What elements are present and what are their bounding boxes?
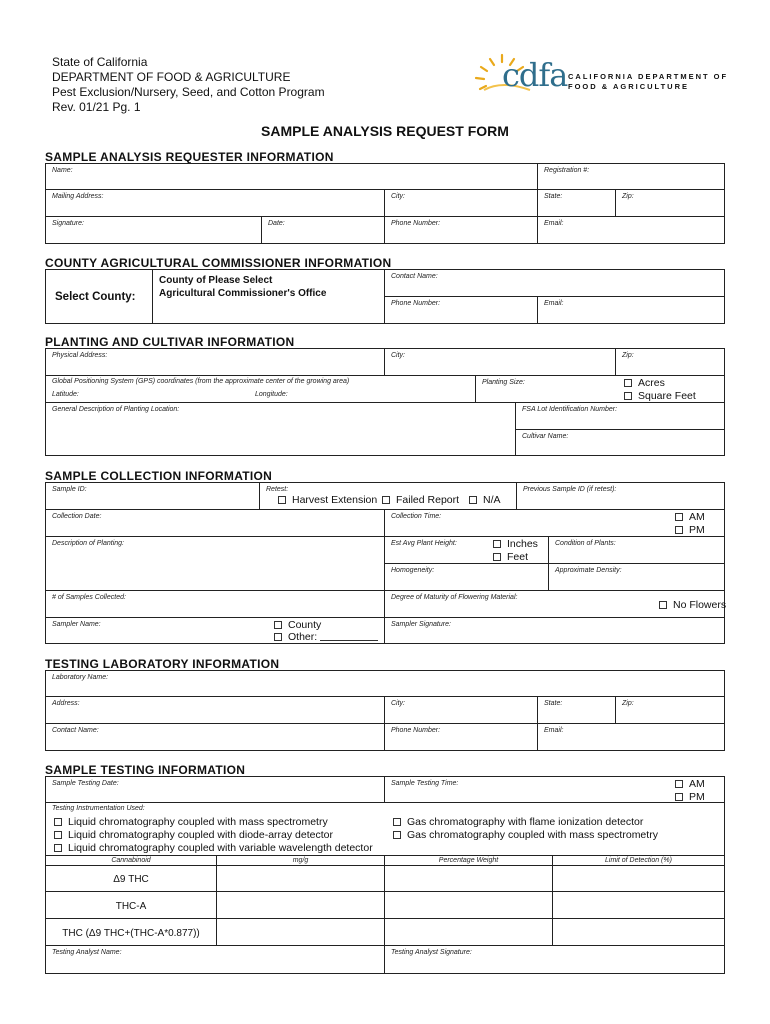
registration-field[interactable] — [537, 163, 725, 190]
field-label: General Description of Planting Location: — [52, 406, 180, 413]
header-line-3: Pest Exclusion/Nursery, Seed, and Cotton Program — [52, 85, 325, 99]
previous-sample-id-field[interactable] — [516, 482, 725, 510]
total-thc-mg-field[interactable] — [216, 918, 385, 946]
option-label: Gas chromatography with flame ionization detector — [407, 816, 644, 828]
agency-header — [52, 55, 325, 115]
field-label: City: — [391, 193, 405, 200]
requester-name-field[interactable] — [45, 163, 538, 190]
field-label: Sampler Signature: — [391, 621, 451, 628]
lab-name-field[interactable] — [45, 670, 725, 697]
county-phone-field[interactable] — [384, 296, 538, 324]
checkbox-box[interactable] — [675, 780, 683, 788]
testing-heading: SAMPLE TESTING INFORMATION — [45, 763, 246, 777]
option-label: AM — [689, 511, 705, 523]
gc-fid-checkbox[interactable] — [393, 816, 643, 828]
option-label: Liquid chromatography coupled with variable wavelength detector — [68, 842, 373, 854]
homogeneity-field[interactable] — [384, 563, 549, 591]
sample-id-field[interactable] — [45, 482, 260, 510]
row-d9thc-label — [45, 865, 217, 892]
county-heading: COUNTY AGRICULTURAL COMMISSIONER INFORMATION — [45, 256, 392, 270]
collection-am-checkbox[interactable] — [675, 511, 705, 523]
field-label: Est Avg Plant Height: — [391, 540, 457, 547]
county-office-line-1: County of Please Select — [159, 275, 273, 286]
checkbox-box[interactable] — [493, 553, 501, 561]
county-dropdown[interactable] — [152, 269, 385, 324]
collection-section — [45, 482, 725, 644]
requester-heading: SAMPLE ANALYSIS REQUESTER INFORMATION — [45, 150, 334, 164]
cdfa-logo — [472, 50, 729, 100]
planting-size-field[interactable] — [475, 375, 725, 403]
gc-ms-checkbox[interactable] — [393, 829, 658, 841]
lab-address-field[interactable] — [45, 696, 385, 724]
field-label: Phone Number: — [391, 727, 441, 734]
checkbox-box[interactable] — [274, 633, 282, 641]
field-label: Collection Date: — [52, 513, 102, 520]
field-label: Previous Sample ID (if retest): — [523, 486, 617, 493]
field-label: Global Positioning System (GPS) coordinates (from the approximate center of the growing area) — [52, 378, 350, 385]
field-label: Date: — [268, 220, 285, 227]
requester-email-field[interactable] — [537, 216, 725, 244]
field-label: Degree of Maturity of Flowering Material: — [391, 594, 518, 601]
lab-city-field[interactable] — [384, 696, 538, 724]
field-label: Sample Testing Time: — [391, 780, 459, 787]
requester-date-field[interactable] — [261, 216, 385, 244]
plant-condition-field[interactable] — [548, 536, 725, 564]
testing-time-field[interactable] — [384, 776, 725, 803]
field-label: Email: — [544, 727, 564, 734]
cannabinoid-name: Δ9 THC — [113, 874, 149, 885]
total-thc-lod-field[interactable] — [552, 918, 725, 946]
option-label: Inches — [507, 538, 538, 550]
sampler-other-checkbox[interactable] — [274, 631, 378, 643]
field-label: Testing Instrumentation Used: — [52, 805, 145, 812]
field-label: Sampler Name: — [52, 621, 101, 628]
field-label: Contact Name: — [391, 273, 438, 280]
option-label: Gas chromatography coupled with mass spectrometry — [407, 829, 658, 841]
requester-signature-field[interactable] — [45, 216, 262, 244]
row-thca-label — [45, 891, 217, 919]
field-label: FSA Lot Identification Number: — [522, 406, 618, 413]
checkbox-box[interactable] — [469, 496, 477, 504]
field-label: Zip: — [622, 352, 634, 359]
checkbox-box[interactable] — [659, 601, 667, 609]
inches-checkbox[interactable] — [493, 538, 538, 550]
field-label: Homogeneity: — [391, 567, 435, 574]
lab-zip-field[interactable] — [615, 696, 725, 724]
d9thc-lod-field[interactable] — [552, 865, 725, 892]
mailing-address-field[interactable] — [45, 189, 385, 217]
row-total-thc-label — [45, 918, 217, 946]
na-checkbox[interactable] — [469, 494, 501, 506]
planting-heading: PLANTING AND CULTIVAR INFORMATION — [45, 335, 295, 349]
d9thc-pct-field[interactable] — [384, 865, 553, 892]
location-description-field[interactable] — [45, 402, 516, 456]
requester-section — [45, 163, 725, 244]
latitude-label: Latitude: — [52, 391, 79, 398]
checkbox-box[interactable] — [274, 621, 282, 629]
checkbox-box[interactable] — [675, 513, 683, 521]
thca-mg-field[interactable] — [216, 891, 385, 919]
option-label: No Flowers — [673, 599, 727, 611]
option-label: Failed Report — [396, 494, 460, 506]
logo-caption: CALIFORNIA DEPARTMENT OF FOOD & AGRICULTURE — [568, 72, 729, 91]
option-label: County — [288, 619, 322, 631]
lab-email-field[interactable] — [537, 723, 725, 751]
lc-dad-checkbox[interactable] — [54, 829, 333, 841]
field-label: Limit of Detection (%) — [605, 857, 672, 864]
planting-city-field[interactable] — [384, 348, 616, 376]
checkbox-box[interactable] — [624, 392, 632, 400]
option-label: AM — [689, 778, 705, 790]
collection-date-field[interactable] — [45, 509, 385, 537]
option-label: N/A — [483, 494, 501, 506]
option-label: Acres — [638, 377, 665, 389]
collection-time-field[interactable] — [384, 509, 725, 537]
analyst-name-field[interactable] — [45, 945, 385, 974]
field-label: Registration #: — [544, 167, 590, 174]
field-label: Collection Time: — [391, 513, 442, 520]
field-label: Mailing Address: — [52, 193, 104, 200]
option-label: PM — [689, 791, 705, 803]
no-flowers-checkbox[interactable] — [659, 599, 726, 611]
analyst-signature-field[interactable] — [384, 945, 725, 974]
thca-pct-field[interactable] — [384, 891, 553, 919]
option-label: Harvest Extension — [292, 494, 378, 506]
field-label: Phone Number: — [391, 220, 441, 227]
county-section — [45, 269, 725, 324]
square-feet-checkbox[interactable] — [624, 390, 696, 402]
checkbox-box[interactable] — [675, 526, 683, 534]
maturity-field[interactable] — [384, 590, 725, 618]
cannabinoid-name: THC (Δ9 THC+(THC-A*0.877)) — [62, 928, 200, 939]
field-label: Zip: — [622, 700, 634, 707]
select-county-label: Select County: — [55, 291, 136, 303]
lab-heading: TESTING LABORATORY INFORMATION — [45, 657, 280, 671]
testing-date-field[interactable] — [45, 776, 385, 803]
fsa-lot-field[interactable] — [515, 402, 725, 430]
failed-report-checkbox[interactable] — [382, 494, 459, 506]
field-label: Percentage Weight — [438, 857, 499, 864]
feet-checkbox[interactable] — [493, 551, 528, 563]
checkbox-box[interactable] — [493, 540, 501, 548]
acres-checkbox[interactable] — [624, 377, 665, 389]
collection-heading: SAMPLE COLLECTION INFORMATION — [45, 469, 273, 483]
field-label: Name: — [52, 167, 73, 174]
field-label: Sample Testing Date: — [52, 780, 119, 787]
other-blank-line[interactable] — [320, 632, 378, 641]
checkbox-box[interactable] — [54, 831, 62, 839]
field-label: Laboratory Name: — [52, 674, 109, 681]
field-label: Condition of Plants: — [555, 540, 616, 547]
field-label: City: — [391, 700, 405, 707]
field-label: Signature: — [52, 220, 84, 227]
checkbox-box[interactable] — [393, 831, 401, 839]
county-contact-field[interactable] — [384, 269, 725, 297]
lc-ms-checkbox[interactable] — [54, 816, 328, 828]
requester-zip-field[interactable] — [615, 189, 725, 217]
field-label: mg/g — [292, 857, 309, 864]
checkbox-box[interactable] — [54, 818, 62, 826]
physical-address-field[interactable] — [45, 348, 385, 376]
field-label: City: — [391, 352, 405, 359]
total-thc-pct-field[interactable] — [384, 918, 553, 946]
planting-section — [45, 348, 725, 456]
cultivar-field[interactable] — [515, 429, 725, 456]
select-county-cell — [45, 269, 153, 324]
thca-lod-field[interactable] — [552, 891, 725, 919]
option-label: Liquid chromatography coupled with diode-array detector — [68, 829, 333, 841]
field-label: Retest: — [266, 486, 289, 493]
cannabinoid-name: THC-A — [115, 901, 147, 912]
field-label: Phone Number: — [391, 300, 441, 307]
density-field[interactable] — [548, 563, 725, 591]
field-label: Cannabinoid — [111, 857, 151, 864]
field-label: Physical Address: — [52, 352, 108, 359]
cdfa-wordmark: cdfa — [502, 56, 568, 94]
field-label: Email: — [544, 300, 564, 307]
sampler-county-checkbox[interactable] — [274, 619, 321, 631]
checkbox-box[interactable] — [54, 844, 62, 852]
lc-vwd-checkbox[interactable] — [54, 842, 373, 854]
planting-description-field[interactable] — [45, 536, 385, 591]
lab-phone-field[interactable] — [384, 723, 538, 751]
checkbox-box[interactable] — [624, 379, 632, 387]
collection-pm-checkbox[interactable] — [675, 524, 705, 536]
lab-contact-field[interactable] — [45, 723, 385, 751]
lab-section — [45, 670, 725, 751]
field-label: Testing Analyst Name: — [52, 949, 122, 956]
field-label: State: — [544, 700, 563, 707]
checkbox-box[interactable] — [393, 818, 401, 826]
field-label: Zip: — [622, 193, 634, 200]
testing-section — [45, 776, 725, 974]
checkbox-box[interactable] — [382, 496, 390, 504]
county-office-line-2: Agricultural Commissioner's Office — [159, 288, 327, 299]
checkbox-box[interactable] — [675, 793, 683, 801]
header-line-4: Rev. 01/21 Pg. 1 — [52, 100, 141, 114]
option-label: Feet — [507, 551, 529, 563]
field-label: Address: — [52, 700, 80, 707]
field-label: Email: — [544, 220, 564, 227]
requester-phone-field[interactable] — [384, 216, 538, 244]
field-label: # of Samples Collected: — [52, 594, 126, 601]
field-label: Sample ID: — [52, 486, 87, 493]
checkbox-box[interactable] — [278, 496, 286, 504]
field-label: Testing Analyst Signature: — [391, 949, 472, 956]
field-label: State: — [544, 193, 563, 200]
field-label: Cultivar Name: — [522, 433, 569, 440]
header-line-2: DEPARTMENT OF FOOD & AGRICULTURE — [52, 70, 291, 84]
field-label: Planting Size: — [482, 379, 525, 386]
lab-state-field[interactable] — [537, 696, 616, 724]
d9thc-mg-field[interactable] — [216, 865, 385, 892]
option-label: Square Feet — [638, 390, 696, 402]
planting-zip-field[interactable] — [615, 348, 725, 376]
county-email-field[interactable] — [537, 296, 725, 324]
field-label: Description of Planting: — [52, 540, 124, 547]
testing-am-checkbox[interactable] — [675, 778, 705, 790]
form-title: SAMPLE ANALYSIS REQUEST FORM — [261, 123, 509, 139]
instrumentation-field — [45, 802, 725, 856]
retest-field — [259, 482, 517, 510]
sampler-name-field[interactable] — [45, 617, 385, 644]
requester-city-field[interactable] — [384, 189, 538, 217]
samples-collected-field[interactable] — [45, 590, 385, 618]
longitude-label: Longitude: — [255, 391, 288, 398]
field-label: Contact Name: — [52, 727, 99, 734]
option-label: Liquid chromatography coupled with mass spectrometry — [68, 816, 328, 828]
harvest-extension-checkbox[interactable] — [278, 494, 377, 506]
sampler-signature-field[interactable] — [384, 617, 725, 644]
requester-state-field[interactable] — [537, 189, 616, 217]
option-label: Other: — [288, 631, 318, 643]
plant-height-field[interactable] — [384, 536, 549, 564]
option-label: PM — [689, 524, 705, 536]
header-line-1: State of California — [52, 55, 148, 69]
field-label: Approximate Density: — [555, 567, 622, 574]
gps-field[interactable] — [45, 375, 476, 403]
